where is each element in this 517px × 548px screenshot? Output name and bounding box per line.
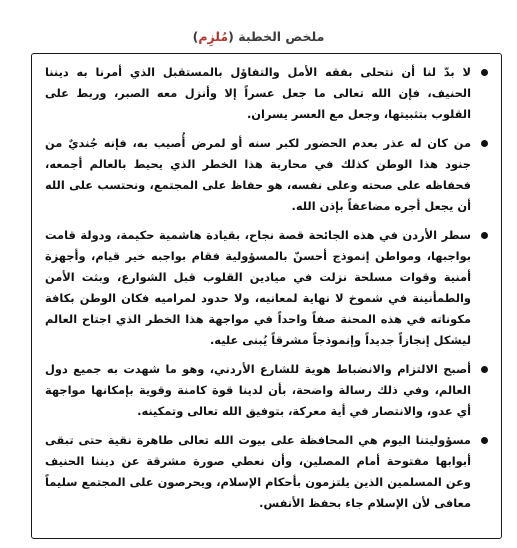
list-item	[45, 62, 489, 125]
list-item	[45, 133, 489, 217]
bullet-icon	[481, 366, 488, 373]
title-open-paren: (	[228, 29, 234, 44]
summary-box	[31, 53, 502, 539]
title-accent: مُلزِم	[198, 29, 229, 44]
bullet-icon	[481, 140, 488, 147]
page-title	[0, 29, 517, 44]
title-main: ملخص الخطبة	[238, 29, 325, 44]
list-item-text: مسؤوليتنا اليوم هي المحافظة على بيوت الله تعالى طاهرة نقية حتى تبقى أبوابها مفتوحة أمام المصلين، وأن نعطي صورة مشرقة عن ديننا الحنيف وعن المسلمين الذين يلتزمون بأحكام الإسلام، ويحرصون على المجتمع سليماً معافى لأن الإسلام جاء بحفظ الأنفس.	[45, 433, 471, 510]
bullet-icon	[481, 437, 488, 444]
list-item-text: سطر الأردن في هذه الجائحة قصة نجاح، بقيادة هاشمية حكيمة، ودولة قامت بواجبها، ومواطن إنموذج أحسنّ بالمسؤولية فقام بواجبه خير قيام، وأجهزة أمنية وقوات مسلحة نزلت في ميادين القلوب قبل الشوارع، وبثت الأمن والطمأنينة في شموخ لا نهاية لمعانيه، ولا حدود لمراميه فكان الوطن بكافة مكوناته في هذه المحنة صفاً واحداً في مواجهة هذا الخطر الذي اجتاح العالم ليشكل إنجازاً جديداً وإنموذجاً مشرقاً يُبنى عليه.	[45, 228, 471, 347]
list-item-text: أصبح الالتزام والانضباط هوية للشارع الأردني، وهو ما شهدت به جميع دول العالم، وفي ذلك رسالة واضحة، بأن لدينا قوة كامنة وقوية بإمكانها مواجهة أي عدو، والانتصار في أية معركة، بتوفيق الله تعالى وتمكينه.	[45, 362, 471, 418]
list-item-text: لا بدّ لنا أن نتحلى بفقه الأمل والتفاؤل بالمستقبل الذي أمرنا به ديننا الحنيف، فإن الله تعالى ما جعل عسراً إلا وأنزل معه الصبر، وربط على القلوب بتثبيتها، وجعل مع العسر يسران.	[45, 65, 471, 121]
bullet-icon	[481, 69, 488, 76]
list-item	[45, 430, 489, 514]
list-item-text: من كان له عذر بعدم الحضور لكبر سنه أو لمرض أُصيب به، فإنه جُنديٌ من جنود هذا الوطن كذلك في محاربة هذا الخطر الذي يحيط بالعالم أجمعه، فحفاظه على صحته وعلى نفسه، هو حفاظ على المجتمع، ونحتسب على الله أن يجعل أجره مضاعفاً بإذن الله.	[45, 136, 471, 213]
bullet-icon	[481, 232, 488, 239]
list-item	[45, 359, 489, 422]
summary-list	[45, 62, 489, 514]
list-item	[45, 225, 489, 351]
title-close-paren: )	[192, 29, 199, 44]
